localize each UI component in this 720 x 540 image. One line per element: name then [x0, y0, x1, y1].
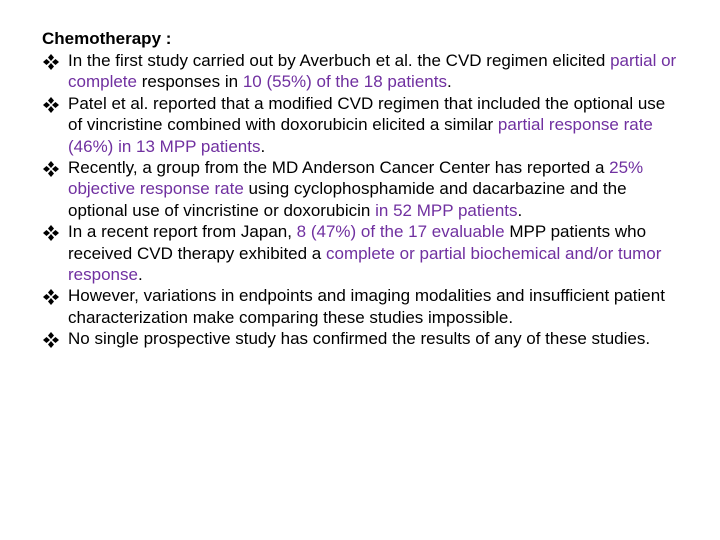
diamond-bullet-icon: [42, 288, 60, 306]
body-text: Recently, a group from the MD Anderson Cancer Center has reported a: [68, 158, 610, 178]
diamond-bullet-icon: [42, 224, 60, 242]
body-text: .: [260, 136, 266, 156]
bullet-text: [68, 158, 643, 220]
bullet-text: [68, 222, 661, 284]
diamond-bullet-icon: [42, 160, 60, 178]
highlighted-text: 10 (55%) of the 18 patients: [242, 72, 447, 92]
bullet-text: [68, 94, 665, 156]
body-text: No single prospective study has confirmed the results of any of these studies.: [68, 329, 651, 349]
highlighted-text: in 52 MPP patients: [375, 200, 518, 220]
diamond-bullet-icon: [42, 53, 60, 71]
bullet-item: [40, 221, 680, 285]
body-text: using cyclophosphamide and dacarbazine and the optional use of vincristine or doxorubicin: [68, 179, 627, 220]
body-text: .: [517, 200, 523, 220]
bullet-text: [68, 286, 665, 326]
body-text: However, variations in endpoints and imaging modalities and insufficient patient characterization make comparing these studies impossible.: [68, 286, 665, 327]
highlighted-text: partial response rate (46%) in 13 MPP patients: [68, 115, 653, 156]
bullet-item: [40, 157, 680, 221]
highlighted-text: complete or partial biochemical and/or tumor response: [68, 243, 662, 285]
body-text: In a recent report from Japan,: [68, 222, 297, 242]
bullet-item: [40, 50, 680, 93]
bullet-item: [40, 93, 680, 157]
bullet-text: [68, 329, 650, 348]
bullet-item: [40, 285, 680, 328]
body-text: In the first study carried out by Averbuch et al. the CVD regimen elicited: [68, 51, 611, 70]
body-text: responses in: [136, 72, 243, 92]
slide-content: [40, 28, 680, 350]
body-text: .: [446, 72, 452, 92]
bullet-text: [68, 51, 676, 91]
highlighted-text: 25% objective response rate: [68, 158, 644, 199]
slide-title: Chemotherapy :: [42, 29, 172, 48]
highlighted-text: 8 (47%) of the 17 evaluable: [296, 222, 505, 242]
body-text: Patel et al. reported that a modified CVD regimen that included the optional use of vincristine combined with doxorubicin elicited a similar: [68, 93, 666, 135]
body-text: MPP patients who received CVD therapy exhibited a: [68, 222, 647, 263]
highlighted-text: partial or complete: [68, 51, 677, 92]
bullet-list: [40, 50, 680, 350]
diamond-bullet-icon: [42, 96, 60, 114]
body-text: .: [137, 265, 143, 285]
diamond-bullet-icon: [42, 331, 60, 349]
bullet-item: [40, 328, 680, 349]
